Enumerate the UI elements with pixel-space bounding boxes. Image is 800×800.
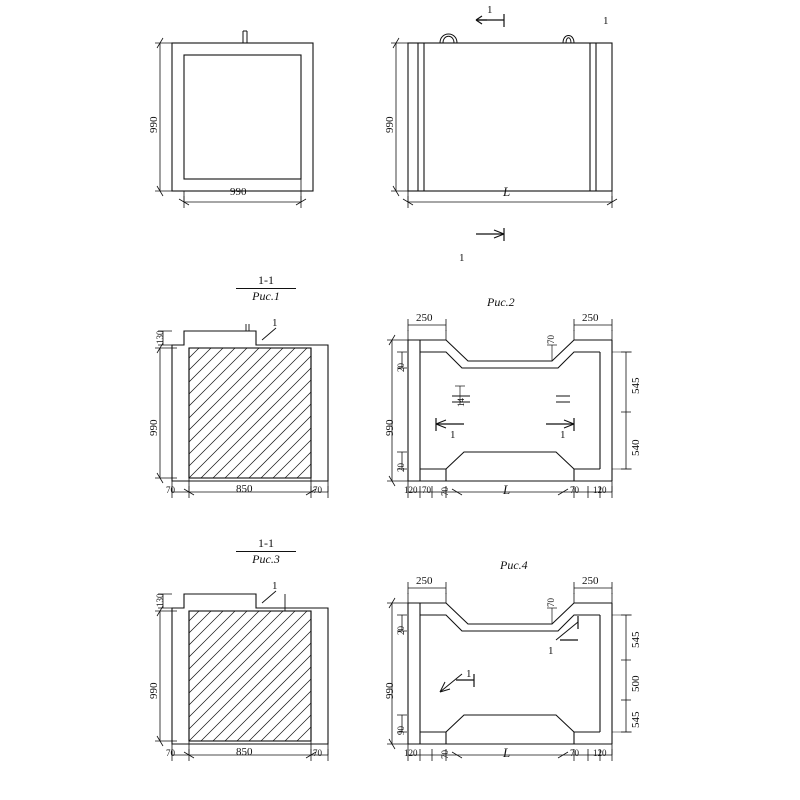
figure-5-section-caption	[236, 537, 296, 566]
figure-6-height-label: 990	[384, 682, 396, 699]
figure-5-hatching	[189, 611, 319, 741]
figure-4-bottom-right-a: 70	[570, 485, 579, 495]
figure-1-height-label: 990	[148, 116, 160, 133]
figure-3-inner-width-label: 850	[236, 483, 253, 495]
figure-5-top-label: 130	[155, 593, 165, 607]
figure-6-step-bottom-label: 90	[396, 726, 406, 735]
figure-3-mark: 1	[272, 317, 278, 329]
figure-4-outline	[408, 340, 612, 481]
figure-4-step-bottom-label: 20	[396, 463, 406, 472]
section-title: 1-1	[258, 536, 274, 550]
figure-4-height-label: 990	[384, 419, 396, 436]
figure-3-top-label: 130	[155, 330, 165, 344]
figure-2-section-mark-top: 1	[487, 4, 493, 16]
figure-5-right-label: 70	[313, 748, 322, 758]
figure-2-section-mark-bottom: 1	[459, 252, 465, 264]
figure-4-bottom-left-c: 70	[440, 487, 450, 496]
figure-2-hook-mark: 1	[603, 15, 609, 27]
figure-6-bottom-left-a: 120	[404, 748, 418, 758]
figure-caption: Рис.3	[252, 552, 280, 566]
figure-6-caption: Рис.4	[500, 558, 528, 572]
figure-6-section-mark-right: 1	[548, 645, 554, 657]
figure-1-outline	[172, 31, 313, 191]
figure-4-span-label: L	[503, 482, 511, 497]
figure-6-bottom-left-b: 70	[440, 750, 450, 759]
figure-2-section-marks	[476, 14, 504, 241]
figure-4-center-small-label: 14	[456, 398, 466, 407]
figure-6-top-small-right: 70	[546, 598, 556, 607]
figure-4-right-lower-label: 540	[630, 439, 642, 456]
figure-6-step-top-label: 20	[396, 626, 406, 635]
figure-6-section-mark-left: 1	[466, 668, 472, 680]
figure-3-hatching	[189, 348, 319, 478]
figure-4-bottom-left-a: 120	[404, 485, 418, 495]
figure-5-left-label: 70	[166, 748, 175, 758]
figure-6-outline	[408, 603, 612, 744]
figure-4-top-right-label: 250	[582, 312, 599, 324]
figure-3-outline	[172, 324, 328, 481]
figure-3-right-label: 70	[313, 485, 322, 495]
figure-1-width-label: 990	[230, 186, 247, 198]
figure-3-height-label: 990	[148, 419, 160, 436]
figure-5-height-label: 990	[148, 682, 160, 699]
figure-2-width-label: L	[503, 184, 511, 199]
figure-4-right-upper-label: 545	[630, 377, 642, 394]
figure-4-dims	[387, 319, 632, 498]
figure-5-mark: 1	[272, 580, 278, 592]
figure-4-section-mark-left: 1	[450, 429, 456, 441]
figure-6-top-left-label: 250	[416, 575, 433, 587]
figure-4-caption: Рис.2	[487, 295, 515, 309]
figure-6-bottom-right-b: 120	[593, 748, 607, 758]
figure-6-top-right-label: 250	[582, 575, 599, 587]
figure-5-inner-width-label: 850	[236, 746, 253, 758]
figure-3-section-caption	[236, 274, 296, 303]
figure-4-section-mark-right: 1	[560, 429, 566, 441]
figure-4-top-left-label: 250	[416, 312, 433, 324]
figure-6-bottom-right-a: 70	[570, 748, 579, 758]
figure-4-bottom-left-b: 70	[422, 485, 431, 495]
figure-6-span-label: L	[503, 745, 511, 760]
figure-3-left-label: 70	[166, 485, 175, 495]
figure-6-dims	[387, 582, 632, 761]
figure-caption: Рис.1	[252, 289, 280, 303]
figure-2-height-label: 990	[384, 116, 396, 133]
figure-6-right-upper-label: 545	[630, 631, 642, 648]
section-title: 1-1	[258, 273, 274, 287]
figure-4-bottom-right-b: 120	[593, 485, 607, 495]
figure-4-step-top-label: 20	[396, 363, 406, 372]
figure-2-outline	[408, 34, 612, 191]
figure-6-right-mid-label: 500	[630, 675, 642, 692]
figure-6-right-lower-label: 545	[630, 711, 642, 728]
figure-4-top-small-right: 70	[546, 335, 556, 344]
